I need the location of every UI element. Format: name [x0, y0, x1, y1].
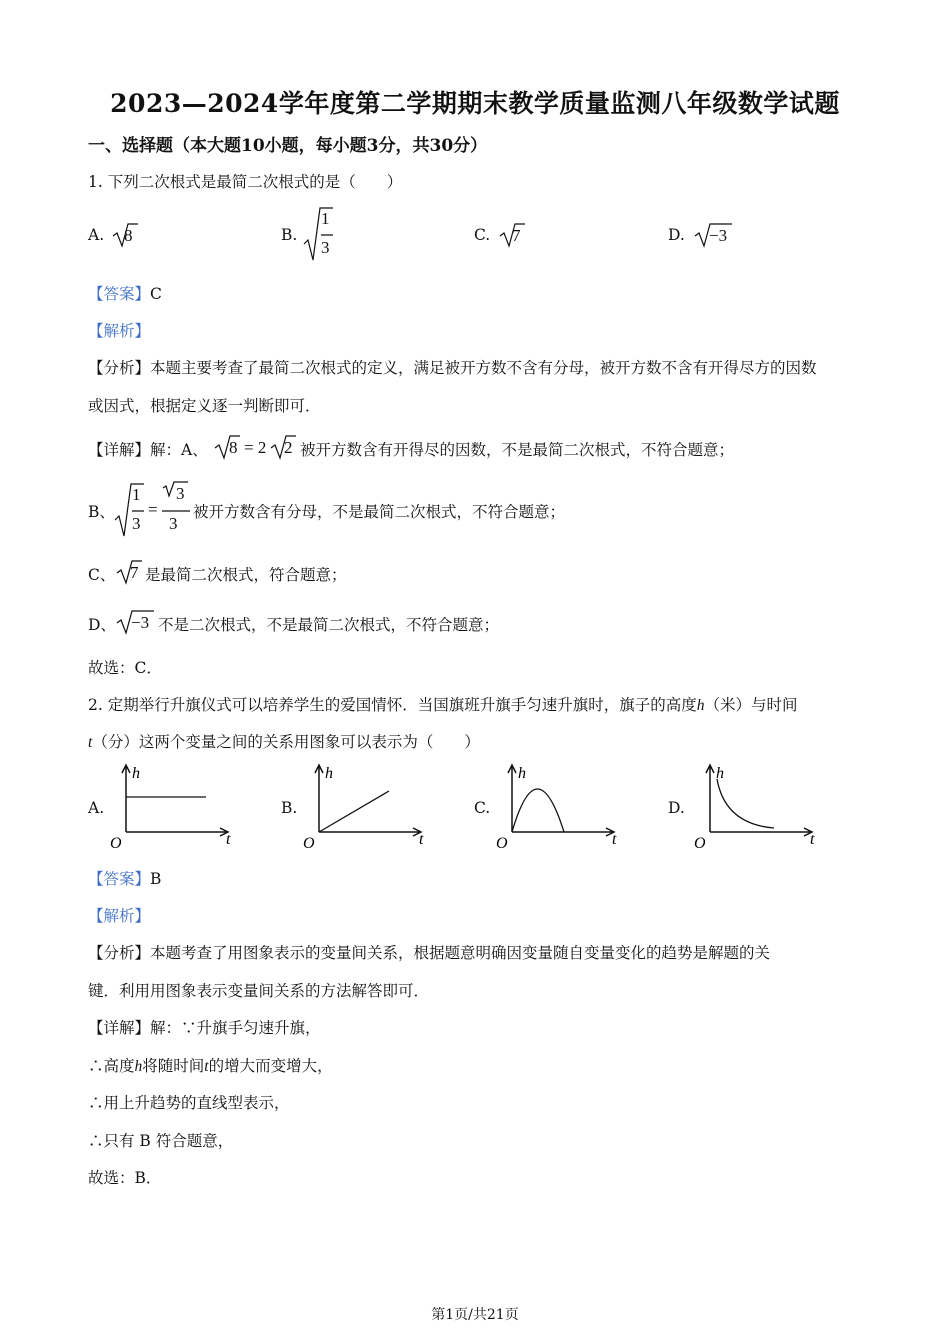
- axis-label-h: h: [132, 765, 140, 782]
- q1-fenxi-line1: [88, 356, 817, 378]
- q2-stem-h: h: [696, 697, 705, 714]
- q1-detail-d-prefix: D、: [88, 616, 116, 634]
- q1-option-a-radicand: 8: [124, 226, 133, 245]
- q1-option-a-letter: A.: [88, 226, 105, 244]
- y-axis: [122, 765, 130, 832]
- axis-label-t: t: [419, 831, 424, 848]
- q1-detail-b-prefix: B、: [88, 503, 115, 521]
- answer-value: C: [150, 285, 162, 303]
- detail-tag: 【详解】: [88, 1019, 151, 1037]
- axis-label-h: h: [325, 765, 333, 782]
- y-axis: [706, 765, 714, 832]
- q1-stem: 1. 下列二次根式是最简二次根式的是（ ）: [88, 173, 403, 191]
- page-title: 2023—2024学年度第二学期期末教学质量监测八年级数学试题: [110, 89, 840, 118]
- origin-label: O: [303, 835, 315, 848]
- answer-value: B: [150, 870, 162, 888]
- q1-option-c-radicand: 7: [512, 226, 521, 245]
- q2-stem-part2: （米）与时间: [704, 696, 798, 714]
- axis-label-t: t: [810, 831, 815, 848]
- q2-graph-b: [299, 762, 429, 848]
- detail-2-h: h: [134, 1058, 143, 1075]
- q2-stem-line2: [88, 730, 480, 752]
- q1-option-d-letter: D.: [668, 226, 685, 244]
- fenxi-text: 本题主要考查了最简二次根式的定义，满足被开方数不含有分母，被开方数不含有开得尽方的因数: [150, 359, 817, 377]
- q2-option-a-letter: A.: [88, 799, 105, 817]
- detail-a-label: 解：A、: [150, 441, 208, 459]
- fenxi-tag: 【分析】: [88, 359, 151, 377]
- detail-tag: 【详解】: [88, 441, 151, 459]
- q2-detail-1: [88, 1016, 321, 1038]
- q1-detail-b-equals: =: [148, 500, 158, 519]
- fenxi-tag: 【分析】: [88, 944, 151, 962]
- q2-stem-t: t: [88, 734, 93, 751]
- q1-detail-c-text: 是最简二次根式，符合题意；: [145, 566, 347, 584]
- section-heading: 一、选择题（本大题10小题，每小题3分，共30分）: [88, 136, 488, 156]
- detail-2-t: t: [204, 1058, 209, 1075]
- q2-stem-part1: 2. 定期举行升旗仪式可以培养学生的爱国情怀．当国旗班升旗手匀速升旗时，旗子的高度: [88, 696, 697, 714]
- q2-detail-2: [88, 1054, 333, 1076]
- q1-option-b-denominator: 3: [321, 238, 330, 257]
- q1-detail-b-denominator: 3: [132, 514, 141, 533]
- q1-detail-c-radicand: 7: [130, 563, 139, 582]
- y-axis: [315, 765, 323, 832]
- q1-detail-a-radicand-2: 2: [284, 438, 293, 457]
- q2-stem-line1: [88, 693, 797, 715]
- origin-label: O: [694, 835, 706, 848]
- q2-fenxi-line1: [88, 941, 770, 963]
- q1-fenxi-line2: 或因式，根据定义逐一判断即可．: [88, 397, 321, 415]
- q1-detail-b-numerator-2: 3: [176, 484, 185, 503]
- q2-option-d-letter: D.: [668, 799, 685, 817]
- q1-answer: [88, 282, 162, 304]
- x-axis: [319, 828, 421, 836]
- detail-2-part1: ∴高度: [88, 1057, 135, 1075]
- x-axis: [126, 828, 228, 836]
- q2-stem-part3: （分）这两个变量之间的关系用图象可以表示为（ ）: [92, 733, 480, 751]
- q1-analysis-tag: 【解析】: [88, 322, 151, 340]
- rising-line: [319, 791, 389, 832]
- axis-label-h: h: [518, 765, 526, 782]
- decay-curve: [717, 779, 774, 828]
- q2-graph-a: [106, 762, 236, 848]
- axis-label-t: t: [612, 831, 617, 848]
- q2-detail-4: ∴只有 B 符合题意，: [88, 1132, 234, 1150]
- q1-detail-a-text: 被开方数含有开得尽的因数，不是最简二次根式，不符合题意；: [300, 441, 735, 459]
- q1-option-c-letter: C.: [474, 226, 491, 244]
- q1-conclusion: 故选：C．: [88, 659, 162, 677]
- q1-detail-d-radicand: −3: [131, 613, 150, 632]
- origin-label: O: [496, 835, 508, 848]
- q1-option-b-letter: B.: [281, 226, 298, 244]
- q2-analysis-tag: 【解析】: [88, 907, 151, 925]
- q2-option-b-letter: B.: [281, 799, 298, 817]
- axis-label-t: t: [226, 831, 231, 848]
- page-footer: 第1页/共21页: [431, 1307, 519, 1323]
- q2-conclusion: 故选：B．: [88, 1169, 162, 1187]
- q1-option-b-numerator: 1: [321, 209, 330, 228]
- answer-tag: 【答案】: [88, 870, 151, 888]
- q1-detail-b-text: 被开方数含有分母，不是最简二次根式，不符合题意；: [193, 503, 566, 521]
- origin-label: O: [110, 835, 122, 848]
- detail-2-part3: 的增大而变增大，: [208, 1057, 333, 1075]
- fenxi-text: 本题考查了用图象表示的变量间关系，根据题意明确因变量随自变量变化的趋势是解题的关: [150, 944, 771, 962]
- q1-detail-b-denominator-2: 3: [169, 514, 178, 533]
- q2-detail-3: ∴用上升趋势的直线型表示，: [88, 1094, 290, 1112]
- q1-detail-a-prefix: [88, 438, 208, 460]
- detail-2-part2: 将随时间: [142, 1057, 205, 1075]
- q2-answer: [88, 867, 161, 889]
- detail-text: 解：∵升旗手匀速升旗，: [150, 1019, 321, 1037]
- q1-detail-c-prefix: C、: [88, 566, 116, 584]
- q1-detail-a-equals: = 2: [244, 438, 267, 457]
- answer-tag: 【答案】: [88, 285, 151, 303]
- q2-graph-c: [492, 762, 622, 848]
- q1-option-d-radicand: −3: [709, 226, 728, 245]
- x-axis: [710, 828, 812, 836]
- axis-label-h: h: [716, 765, 724, 782]
- q2-graph-d: [690, 762, 820, 848]
- q1-detail-d-text: 不是二次根式，不是最简二次根式，不符合题意；: [158, 616, 500, 634]
- q2-option-c-letter: C.: [474, 799, 491, 817]
- q2-fenxi-line2: 键．利用用图象表示变量间关系的方法解答即可．: [88, 982, 430, 1000]
- arch-curve: [512, 789, 564, 832]
- q1-detail-b-numerator: 1: [132, 485, 141, 504]
- q1-detail-a-radicand-1: 8: [229, 438, 238, 457]
